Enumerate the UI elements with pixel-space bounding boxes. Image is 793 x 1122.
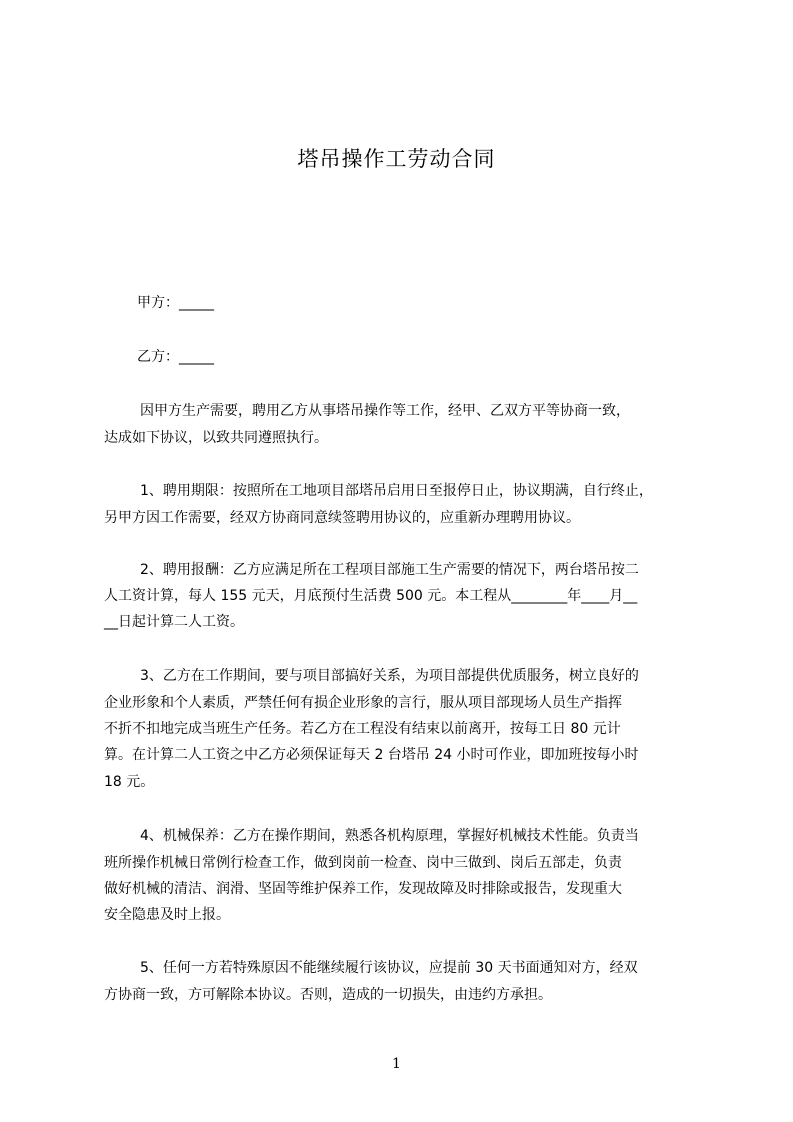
clause-3-line-5: 18 元。 [104, 774, 155, 790]
clause-1-line-1: 1、聘用期限：按照所在工地项目部塔吊启用日至报停日止，协议期满，自行终止， [140, 483, 653, 499]
party-a-line: 甲方：_____ [137, 295, 214, 311]
clause-2-line-1: 2、聘用报酬：乙方应满足所在工程项目部施工生产需要的情况下，两台塔吊按二 [140, 562, 639, 578]
document-title: 塔吊操作工劳动合同 [297, 147, 496, 171]
clause-5-line-2: 方协商一致，方可解除本协议。否则，造成的一切损失，由违约方承担。 [104, 987, 552, 1003]
clause-5-line-1: 5、任何一方若特殊原因不能继续履行该协议，应提前 30 天书面通知对方，经双 [140, 960, 638, 976]
clause-4-line-2: 班所操作机械日常例行检查工作，做到岗前一检查、岗中三做到、岗后五部走，负责 [104, 855, 622, 871]
clause-3-line-4: 算。在计算二人工资之中乙方必须保证每天 2 台塔吊 24 小时可作业，即加班按每小时 [104, 747, 639, 763]
clause-2-line-2: 人工资计算，每人 155 元天，月底预付生活费 500 元。本工程从________年____月__ [104, 588, 638, 604]
clause-2-line-3: __日起计算二人工资。 [104, 614, 244, 630]
clause-1-line-2: 另甲方因工作需要，经双方协商同意续签聘用协议的，应重新办理聘用协议。 [104, 510, 580, 526]
page-number: 1 [392, 1056, 401, 1072]
clause-3-line-1: 3、乙方在工作期间，要与项目部搞好关系，为项目部提供优质服务，树立良好的 [140, 668, 639, 684]
clause-4-line-1: 4、机械保养：乙方在操作期间，熟悉各机构原理，掌握好机械技术性能。负责当 [140, 828, 639, 844]
intro-line-2: 达成如下协议，以致共同遵照执行。 [104, 430, 328, 446]
clause-3-line-2: 企业形象和个人素质，严禁任何有损企业形象的言行，服从项目部现场人员生产指挥 [104, 695, 622, 711]
clause-4-line-3: 做好机械的清洁、润滑、坚固等维护保养工作，发现故障及时排除或报告，发现重大 [104, 881, 622, 897]
party-b-line: 乙方：_____ [137, 349, 214, 365]
clause-3-line-3: 不折不扣地完成当班生产任务。若乙方在工程没有结束以前离开，按每工日 80 元计 [104, 721, 621, 737]
intro-line-1: 因甲方生产需要，聘用乙方从事塔吊操作等工作，经甲、乙双方平等协商一致， [140, 403, 630, 419]
clause-4-line-4: 安全隐患及时上报。 [104, 907, 230, 923]
